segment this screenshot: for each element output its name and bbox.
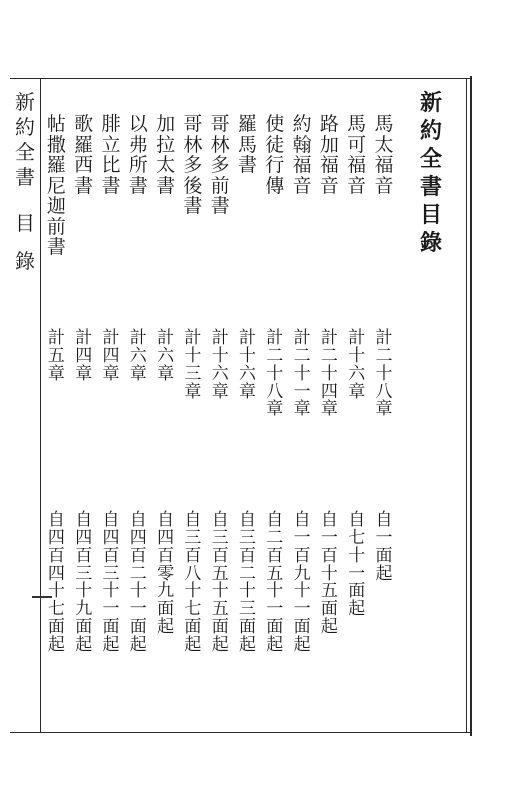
margin-separator-rule <box>40 78 41 732</box>
book-name: 帖 撒 羅 尼 迦 前 書 <box>46 113 66 259</box>
chapter-count: 計 六 章 <box>129 328 147 384</box>
book-name: 哥 林 多 後 書 <box>183 113 203 218</box>
chapter-count: 計 十 六 章 <box>211 328 229 402</box>
chapter-count: 計 十 六 章 <box>239 328 256 402</box>
start-page: 自 四 百 二 十 一 面 起 <box>129 510 147 655</box>
book-name: 約 翰 福 音 <box>292 113 312 197</box>
chapter-count: 計 二 十 四 章 <box>320 328 338 420</box>
start-page: 自 四 百 三 十 九 面 起 <box>75 510 93 655</box>
chapter-count: 計 四 章 <box>102 328 120 384</box>
book-name: 馬 太 福 音 <box>374 113 394 197</box>
book-name: 使 徒 行 傳 <box>265 113 285 197</box>
chapter-count: 計 二 十 八 章 <box>266 328 284 420</box>
chapter-count: 計 六 章 <box>157 328 175 384</box>
start-page: 自 一 面 起 <box>375 510 393 584</box>
chapter-count: 計 二 十 八 章 <box>375 328 393 420</box>
start-page: 自 三 百 五 十 五 面 起 <box>211 510 229 655</box>
margin-column <box>10 92 40 732</box>
book-name: 路 加 福 音 <box>319 113 339 197</box>
start-page: 自 一 百 九 十 一 面 起 <box>293 510 311 655</box>
chapter-count: 計 四 章 <box>75 328 93 384</box>
book-name: 羅 馬 書 <box>237 113 257 177</box>
book-name: 歌 羅 西 書 <box>74 113 94 197</box>
book-name: 腓 立 比 書 <box>101 113 121 197</box>
book-name: 哥 林 多 前 書 <box>210 113 230 218</box>
chapter-count: 計 五 章 <box>47 328 65 384</box>
chapter-count: 計 二 十 一 章 <box>293 328 311 420</box>
start-page: 自 四 百 三 十 一 面 起 <box>102 510 120 655</box>
start-page: 自 一 百 十 五 面 起 <box>320 510 338 638</box>
start-page: 自 三 百 二 十 三 面 起 <box>239 510 256 655</box>
start-page: 自 四 百 零 九 面 起 <box>157 510 175 638</box>
margin-section: 目 錄 <box>15 211 35 273</box>
start-page: 自 二 百 五 十 一 面 起 <box>266 510 284 655</box>
start-page: 自 七 十 一 面 起 <box>348 510 366 620</box>
frame-bottom-rule <box>10 732 470 733</box>
frame-right-inner-rule <box>466 78 467 732</box>
book-name: 加 拉 太 書 <box>156 113 176 197</box>
frame-right-outer-rule <box>470 76 472 736</box>
margin-title: 新 約 全 書 <box>15 90 35 189</box>
chapter-count: 計 十 三 章 <box>184 328 202 402</box>
start-page: 自 四 百 四 十 七 面 起 <box>47 510 65 655</box>
toc-header: 新 約 全 書 目 錄 <box>419 90 442 256</box>
start-page: 自 三 百 八 十 七 面 起 <box>184 510 202 655</box>
book-name: 以 弗 所 書 <box>128 113 148 197</box>
book-name: 馬 可 福 音 <box>347 113 367 197</box>
chapter-count: 計 十 六 章 <box>348 328 366 402</box>
frame-top-rule <box>10 78 470 79</box>
